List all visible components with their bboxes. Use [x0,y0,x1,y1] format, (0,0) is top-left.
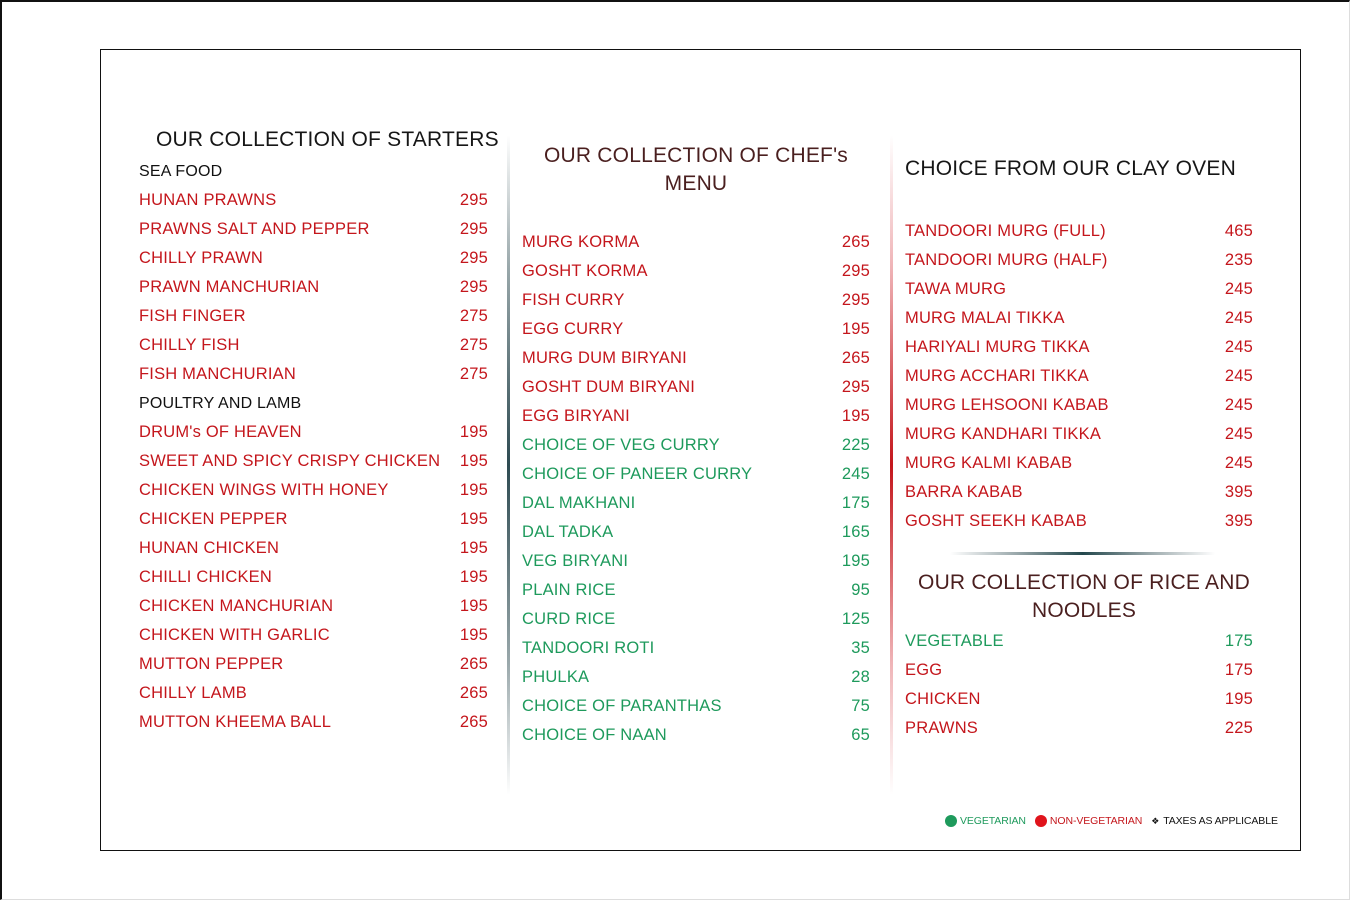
menu-item-price: 195 [459,597,488,615]
menu-item-price: 195 [459,481,488,499]
menu-item [905,714,1253,743]
menu-item [522,257,870,286]
menu-item-price: 265 [841,349,870,367]
menu-item [522,605,870,634]
menu-item-price: 245 [1224,367,1253,385]
menu-item [139,215,488,244]
menu-item-price: 245 [1224,454,1253,472]
menu-item [905,333,1253,362]
menu-item-name: VEGETABLE [905,632,1004,650]
menu-item-price: 125 [841,610,870,628]
menu-item-name: MURG DUM BIRYANI [522,349,687,367]
menu-item-name: CHICKEN WITH GARLIC [139,626,330,644]
menu-item [905,217,1253,246]
column-divider [890,135,893,795]
menu-item-price: 395 [1224,512,1253,530]
menu-item-name: GOSHT SEEKH KABAB [905,512,1087,530]
menu-item [139,331,488,360]
menu-item-price: 245 [1224,309,1253,327]
menu-item [905,420,1253,449]
legend-tax [1151,815,1278,827]
menu-item [522,373,870,402]
menu-item-price: 295 [459,191,488,209]
legend-non-veg [1035,815,1142,827]
menu-item-name: EGG CURRY [522,320,624,338]
menu-item [905,246,1253,275]
menu-item-name: MUTTON KHEEMA BALL [139,713,332,731]
menu-item-price: 395 [1224,483,1253,501]
menu-item-name: TANDOORI ROTI [522,639,655,657]
menu-item [522,721,870,750]
menu-item [139,708,488,737]
menu-item-price: 75 [851,697,870,715]
menu-item [139,476,488,505]
column-divider [507,135,510,795]
menu-item-name: CHILLY PRAWN [139,249,264,267]
menu-item-price: 265 [459,684,488,702]
menu-item-name: TAWA MURG [905,280,1007,298]
menu-item [522,402,870,431]
clay-oven-title: CHOICE FROM OUR CLAY OVEN [905,157,1236,180]
menu-item-price: 265 [841,233,870,251]
menu-item [522,634,870,663]
menu-item-name: PLAIN RICE [522,581,616,599]
menu-item-name: GOSHT DUM BIRYANI [522,378,696,396]
menu-item [905,362,1253,391]
menu-item-name: CHICKEN PEPPER [139,510,288,528]
menu-item [522,344,870,373]
menu-item-name: CURD RICE [522,610,616,628]
menu-item-price: 265 [459,713,488,731]
menu-item-price: 225 [841,436,870,454]
menu-item [139,621,488,650]
menu-item [139,563,488,592]
menu-item [522,315,870,344]
menu-item-price: 195 [459,452,488,470]
menu-item-price: 175 [841,494,870,512]
menu-item-name: TANDOORI MURG (HALF) [905,251,1108,269]
menu-item-price: 195 [841,320,870,338]
menu-item [522,489,870,518]
menu-item-name: CHOICE OF PARANTHAS [522,697,722,715]
menu-item-name: DAL MAKHANI [522,494,636,512]
menu-item-name: SWEET AND SPICY CRISPY CHICKEN [139,452,441,470]
menu-item [139,650,488,679]
menu-item-name: PRAWNS SALT AND PEPPER [139,220,370,238]
menu-item-name: CHICKEN MANCHURIAN [139,597,334,615]
menu-item [139,505,488,534]
menu-item-price: 295 [459,220,488,238]
menu-item-price: 195 [459,423,488,441]
menu-item [522,663,870,692]
menu-item-name: FISH FINGER [139,307,246,325]
menu-item-name: MUTTON PEPPER [139,655,284,673]
menu-item-price: 35 [851,639,870,657]
menu-item-name: HARIYALI MURG TIKKA [905,338,1090,356]
menu-item-price: 95 [851,581,870,599]
menu-item-name: MURG ACCHARI TIKKA [905,367,1089,385]
menu-item [905,391,1253,420]
menu-item-name: CHICKEN WINGS WITH HONEY [139,481,389,499]
menu-item-name: CHILLI CHICKEN [139,568,272,586]
menu-item-name: VEG BIRYANI [522,552,629,570]
legend-tax-label: TAXES AS APPLICABLE [1163,815,1278,827]
menu-item-price: 235 [1224,251,1253,269]
menu-item-price: 275 [459,365,488,383]
menu-item-price: 245 [1224,280,1253,298]
section-label-poultry-lamb: POULTRY AND LAMB [139,395,302,412]
menu-item-price: 295 [841,378,870,396]
veg-dot-icon [945,815,957,827]
menu-item-name: MURG KALMI KABAB [905,454,1073,472]
menu-item-name: TANDOORI MURG (FULL) [905,222,1106,240]
menu-item-price: 295 [841,291,870,309]
menu-item-name: PRAWN MANCHURIAN [139,278,320,296]
menu-item [905,478,1253,507]
menu-item-price: 195 [459,568,488,586]
menu-item [522,547,870,576]
legend-non-veg-label: NON-VEGETARIAN [1049,815,1143,827]
menu-item [905,304,1253,333]
menu-item [905,656,1253,685]
menu-item-price: 295 [459,278,488,296]
menu-item-name: HUNAN PRAWNS [139,191,277,209]
menu-item [139,418,488,447]
menu-item-name: MURG KORMA [522,233,640,251]
menu-item-price: 465 [1224,222,1253,240]
rice-noodles-title: OUR COLLECTION OF RICE AND NOODLES [918,571,1250,622]
chefs-menu-title: OUR COLLECTION OF CHEF's MENU [544,144,848,195]
menu-item-price: 195 [841,552,870,570]
menu-item [139,679,488,708]
menu-item [522,692,870,721]
starters-title: OUR COLLECTION OF STARTERS [156,128,499,151]
menu-item [139,186,488,215]
menu-item-name: EGG BIRYANI [522,407,630,425]
menu-item [522,228,870,257]
section-divider [950,552,1215,555]
menu-item-name: MURG LEHSOONI KABAB [905,396,1109,414]
chefs-menu-column [522,142,870,750]
menu-item-name: HUNAN CHICKEN [139,539,280,557]
menu-item-price: 245 [1224,338,1253,356]
rice-noodles-section [905,569,1253,743]
menu-item-name: CHILLY LAMB [139,684,247,702]
menu-item-name: FISH MANCHURIAN [139,365,297,383]
menu-item-name: CHOICE OF NAAN [522,726,667,744]
diamond-icon: ❖ [1151,815,1160,826]
menu-item-name: GOSHT KORMA [522,262,648,280]
menu-item-name: BARRA KABAB [905,483,1023,501]
menu-item-name: DAL TADKA [522,523,614,541]
menu-item-price: 28 [851,668,870,686]
clay-oven-column [905,155,1253,536]
menu-item-price: 195 [459,539,488,557]
menu-item [139,244,488,273]
menu-item [522,576,870,605]
menu-item-price: 165 [841,523,870,541]
starters-column [139,126,499,737]
menu-item [522,431,870,460]
menu-item [522,460,870,489]
menu-item [522,518,870,547]
menu-item [522,286,870,315]
menu-item [905,449,1253,478]
menu-item [905,627,1253,656]
menu-item-price: 295 [459,249,488,267]
menu-item [139,302,488,331]
menu-item-name: PRAWNS [905,719,979,737]
menu-item-name: FISH CURRY [522,291,625,309]
menu-item-price: 195 [459,510,488,528]
menu-item [905,507,1253,536]
menu-item [139,273,488,302]
non-veg-dot-icon [1035,815,1047,827]
menu-item-name: PHULKA [522,668,590,686]
menu-item [905,275,1253,304]
menu-item-price: 225 [1224,719,1253,737]
menu-item-price: 175 [1224,632,1253,650]
menu-item [139,592,488,621]
menu-item-price: 175 [1224,661,1253,679]
menu-item-price: 195 [459,626,488,644]
menu-item-name: CHOICE OF VEG CURRY [522,436,720,454]
menu-item-name: EGG [905,661,943,679]
menu-item-price: 245 [1224,396,1253,414]
menu-item-price: 295 [841,262,870,280]
menu-item-price: 275 [459,336,488,354]
menu-item-price: 245 [1224,425,1253,443]
menu-item [905,685,1253,714]
menu-item [139,447,488,476]
menu-item [139,534,488,563]
menu-item-price: 245 [841,465,870,483]
menu-item-price: 265 [459,655,488,673]
legend [945,815,1278,827]
menu-item-price: 65 [851,726,870,744]
menu-item-name: MURG KANDHARI TIKKA [905,425,1102,443]
menu-item-name: CHICKEN [905,690,981,708]
legend-veg-label: VEGETARIAN [960,815,1026,827]
menu-item-name: DRUM's OF HEAVEN [139,423,302,441]
menu-item-price: 195 [1224,690,1253,708]
menu-item-price: 275 [459,307,488,325]
menu-item-name: CHILLY FISH [139,336,240,354]
menu-item-name: CHOICE OF PANEER CURRY [522,465,753,483]
legend-veg [945,815,1026,827]
menu-item-price: 195 [841,407,870,425]
menu-item-name: MURG MALAI TIKKA [905,309,1065,327]
menu-item [139,360,488,389]
section-label-sea-food: SEA FOOD [139,163,223,180]
